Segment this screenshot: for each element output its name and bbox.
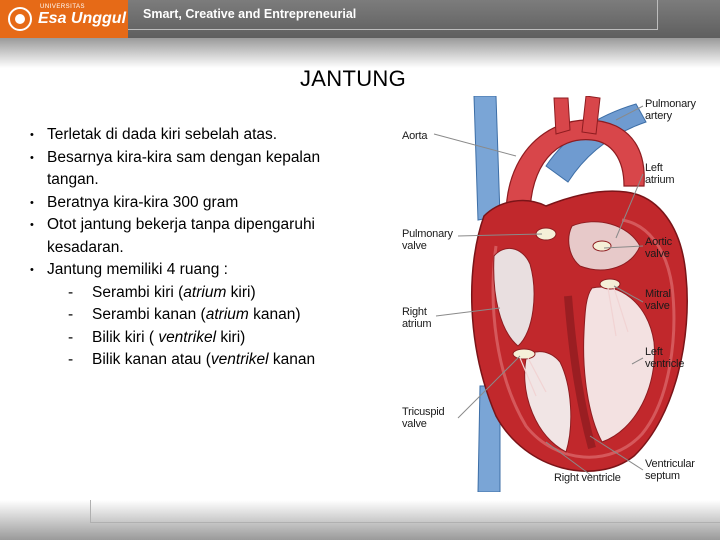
- sub-term: atrium: [205, 306, 249, 323]
- label-left-atrium: Left atrium: [645, 162, 675, 186]
- bullet-item: [30, 259, 390, 282]
- sub-item: [30, 304, 390, 327]
- university-logo[interactable]: [0, 0, 128, 38]
- label-ventricular-septum: Ventricular septum: [645, 458, 695, 482]
- dash-icon: -: [68, 351, 74, 368]
- dash-icon: -: [68, 328, 74, 346]
- bullet-item: [30, 124, 390, 147]
- sub-item: [30, 327, 390, 350]
- bullet-text: Otot jantung bekerja tanpa dipengaruhi: [47, 216, 316, 233]
- bullet-text: kesadaran.: [47, 238, 124, 256]
- bullet-dot-icon: •: [30, 219, 34, 231]
- bullet-text: tangan.: [47, 171, 99, 188]
- sub-term: ventrikel: [210, 351, 269, 368]
- label-tricuspid-valve: Tricuspid valve: [402, 406, 445, 430]
- sub-text: Serambi kiri (: [92, 283, 184, 301]
- sub-text: kiri): [226, 283, 256, 301]
- header-divider-vertical: [657, 0, 658, 30]
- label-right-atrium: Right atrium: [402, 306, 432, 330]
- bullet-dot-icon: •: [30, 196, 34, 209]
- sub-text: kiri): [216, 328, 246, 346]
- label-pulmonary-artery: Pulmonary artery: [645, 98, 696, 122]
- bullet-text: Besarnya kira-kira sam dengan kepalan: [47, 148, 321, 166]
- bullet-dot-icon: •: [30, 264, 34, 276]
- header-bar: [0, 0, 720, 38]
- header-gradient-band: [0, 38, 720, 68]
- tagline: Smart, Creative and Entrepreneurial: [143, 7, 357, 21]
- bullet-item: [30, 192, 390, 215]
- bullet-text: Jantung memiliki 4 ruang :: [47, 261, 228, 278]
- bullet-item: [30, 147, 390, 170]
- footer-divider: [90, 522, 720, 523]
- bullet-item: [30, 214, 390, 237]
- heart-diagram: [396, 96, 706, 492]
- sub-text: kanan): [248, 306, 301, 323]
- logo-caption: UNIVERSITAS: [40, 4, 86, 10]
- slide-title: JANTUNG: [300, 66, 406, 91]
- dash-icon: -: [68, 283, 74, 301]
- dash-icon: -: [68, 306, 74, 323]
- sub-item: [30, 282, 390, 305]
- label-aorta: Aorta: [402, 130, 428, 142]
- label-aortic-valve: Aortic valve: [645, 236, 672, 260]
- sub-text: Bilik kiri (: [92, 328, 159, 346]
- logo-emblem-icon: [8, 7, 32, 31]
- sub-item: [30, 349, 390, 372]
- bullet-dot-icon: •: [30, 151, 34, 164]
- header-divider: [128, 29, 658, 30]
- bullet-dot-icon: •: [30, 129, 34, 141]
- logo-text: Esa Unggul: [38, 10, 127, 27]
- sub-text: kanan: [268, 351, 316, 368]
- footer-divider-vertical: [90, 500, 91, 522]
- label-pulmonary-valve: Pulmonary valve: [402, 228, 453, 252]
- bullet-continuation: [30, 237, 390, 260]
- bullet-text: Terletak di dada kiri sebelah atas.: [47, 126, 278, 143]
- bullet-list: [30, 124, 390, 372]
- sub-term: atrium: [183, 283, 227, 301]
- label-right-ventricle: Right ventricle: [554, 472, 621, 484]
- sub-term: ventrikel: [158, 328, 217, 346]
- sub-text: Serambi kanan (: [92, 306, 206, 323]
- sub-text: Bilik kanan atau (: [92, 351, 211, 368]
- label-left-ventricle: Left ventricle: [645, 346, 685, 370]
- bullet-continuation: [30, 169, 390, 192]
- bullet-text: Beratnya kira-kira 300 gram: [47, 193, 239, 211]
- footer-band: [0, 500, 720, 540]
- label-mitral-valve: Mitral valve: [645, 288, 671, 312]
